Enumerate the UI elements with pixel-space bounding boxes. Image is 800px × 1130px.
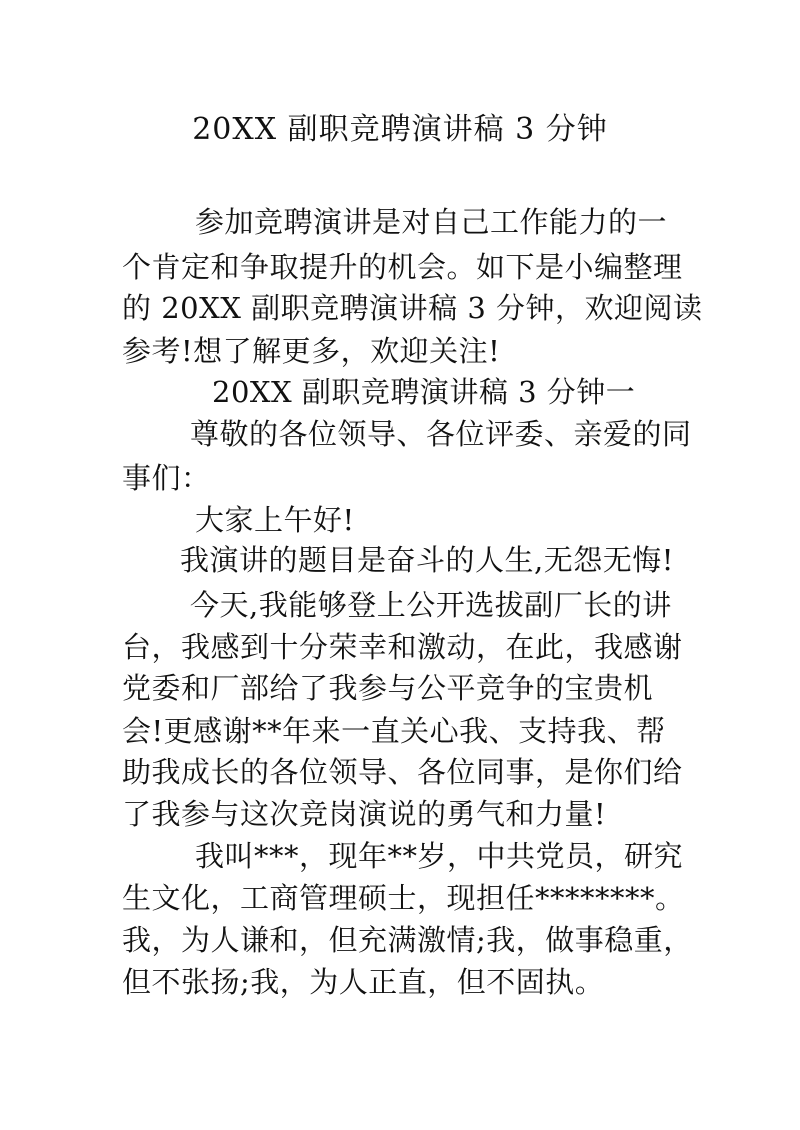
paragraph-line: 我叫***，现年**岁，中共党员，研究 [195,839,684,873]
paragraph-line: 参加竞聘演讲是对自己工作能力的一 [195,205,668,239]
paragraph-line: 我，为人谦和，但充满激情;我，做事稳重， [122,923,693,957]
paragraph-line: 会!更感谢**年来一直关心我、支持我、帮 [122,714,666,748]
paragraph-line: 今天,我能够登上公开选拔副厂长的讲 [190,588,672,622]
paragraph-line: 台，我感到十分荣幸和激动，在此，我感谢 [122,630,683,664]
paragraph-line: 大家上午好! [195,503,355,537]
paragraph-line: 尊敬的各位领导、各位评委、亲爱的同 [190,417,692,451]
paragraph-line: 了我参与这次竞岗演说的勇气和力量! [122,797,607,831]
paragraph-line: 生文化，工商管理硕士，现担任********。 [122,881,685,915]
paragraph-line: 参考!想了解更多，欢迎关注! [122,334,501,368]
paragraph-line: 我演讲的题目是奋斗的人生,无怨无悔! [180,543,674,577]
section-heading: 20XX 副职竞聘演讲稿 3 分钟一 [212,375,636,409]
paragraph-line: 党委和厂部给了我参与公平竞争的宝贵机 [122,671,654,705]
paragraph-line: 的 20XX 副职竞聘演讲稿 3 分钟，欢迎阅读 [122,291,703,325]
document-title: 20XX 副职竞聘演讲稿 3 分钟 [192,112,608,147]
paragraph-line: 事们： [122,461,211,495]
paragraph-line: 个肯定和争取提升的机会。如下是小编整理 [122,250,683,284]
paragraph-line: 但不张扬;我，为人正直，但不固执。 [122,965,605,999]
paragraph-line: 助我成长的各位领导、各位同事，是你们给 [122,755,683,789]
